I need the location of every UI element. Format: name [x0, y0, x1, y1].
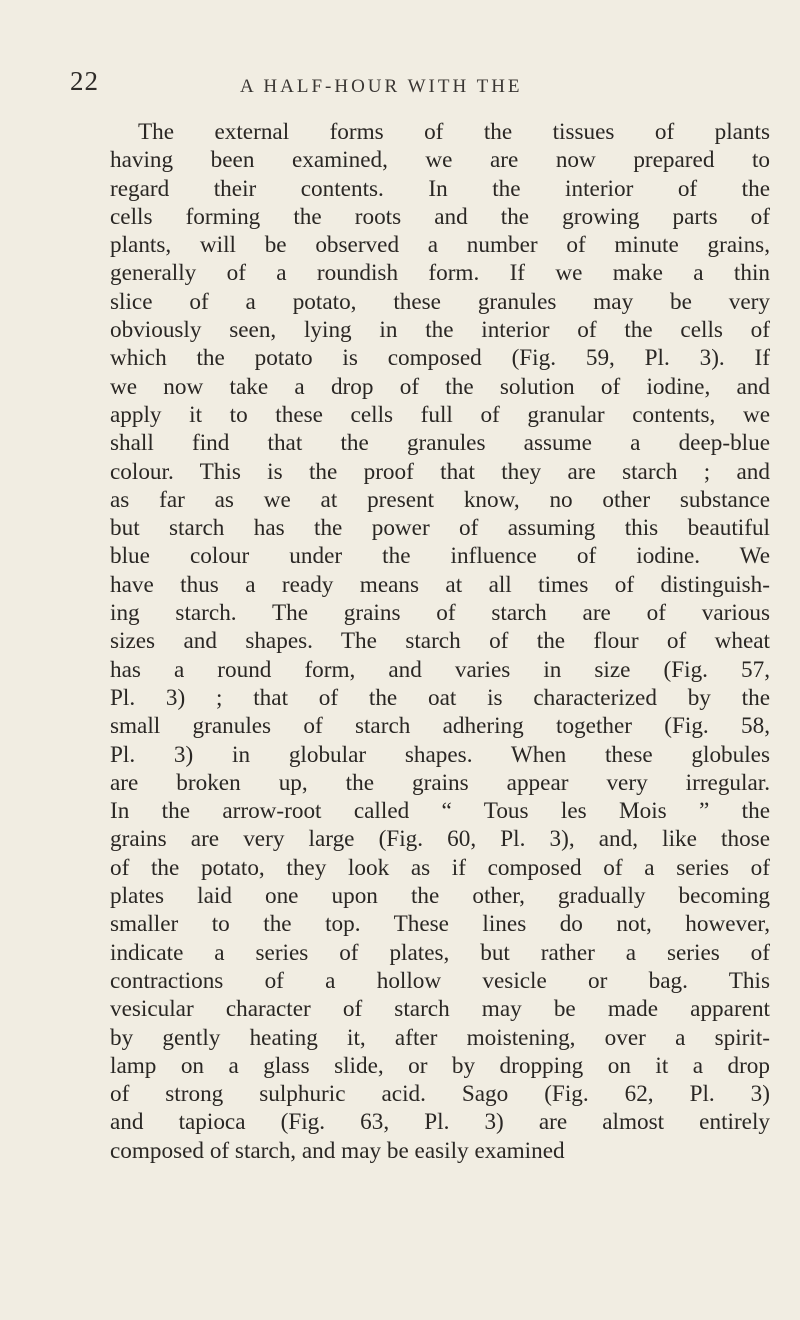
text-line: of strong sulphuric acid. Sago (Fig. 62, Pl. 3) — [110, 1081, 770, 1108]
text-line: slice of a potato, these granules may be very — [110, 288, 770, 315]
running-head: A HALF-HOUR WITH THE — [240, 76, 523, 97]
text-line: generally of a roundish form. If we make a thin — [110, 260, 770, 287]
text-line: and tapioca (Fig. 63, Pl. 3) are almost entirely — [110, 1109, 770, 1136]
text-line: sizes and shapes. The starch of the flour of wheat — [110, 628, 770, 655]
text-line: apply it to these cells full of granular contents, we — [110, 401, 770, 428]
text-line: plates laid one upon the other, gradually becoming — [110, 883, 770, 910]
text-line: composed of starch, and may be easily examined — [110, 1137, 565, 1164]
text-line: shall find that the granules assume a deep-blue — [110, 430, 770, 457]
text-line: by gently heating it, after moistening, over a spirit- — [110, 1024, 770, 1051]
text-line: small granules of starch adhering together (Fig. 58, — [110, 713, 770, 740]
text-line: lamp on a glass slide, or by dropping on it a drop — [110, 1052, 770, 1079]
text-line: smaller to the top. These lines do not, however, — [110, 911, 770, 938]
text-line: blue colour under the influence of iodine. We — [110, 543, 770, 570]
text-line: indicate a series of plates, but rather a series of — [110, 939, 770, 966]
text-line: regard their contents. In the interior of the — [110, 175, 770, 202]
text-line: we now take a drop of the solution of iodine, and — [110, 373, 770, 400]
text-line: but starch has the power of assuming this beautiful — [110, 515, 770, 542]
text-line: colour. This is the proof that they are starch ; and — [110, 458, 770, 485]
text-line: have thus a ready means at all times of distinguish- — [110, 571, 770, 598]
text-line: are broken up, the grains appear very irregular. — [110, 769, 770, 796]
text-line: vesicular character of starch may be made apparent — [110, 996, 770, 1023]
text-line: of the potato, they look as if composed of a series of — [110, 854, 770, 881]
text-line: In the arrow-root called “ Tous les Mois ” the — [110, 798, 770, 825]
text-line: has a round form, and varies in size (Fig. 57, — [110, 656, 770, 683]
text-line: The external forms of the tissues of plants — [138, 119, 770, 145]
page-number: 22 — [70, 66, 99, 96]
text-line: grains are very large (Fig. 60, Pl. 3), and, like those — [110, 826, 770, 853]
text-line: having been examined, we are now prepared to — [110, 147, 770, 174]
body-text — [110, 118, 770, 1165]
text-line: ing starch. The grains of starch are of various — [110, 600, 770, 627]
text-line: Pl. 3) ; that of the oat is characterized by the — [110, 684, 770, 711]
text-line: obviously seen, lying in the interior of the cells of — [110, 317, 770, 344]
text-line: cells forming the roots and the growing parts of — [110, 203, 770, 230]
text-line: as far as we at present know, no other substance — [110, 486, 770, 513]
page-header — [0, 64, 800, 104]
text-line: contractions of a hollow vesicle or bag. This — [110, 967, 770, 994]
text-line: Pl. 3) in globular shapes. When these globules — [110, 741, 770, 768]
text-line: plants, will be observed a number of minute grains, — [110, 232, 770, 259]
text-line: which the potato is composed (Fig. 59, Pl. 3). If — [110, 345, 770, 372]
